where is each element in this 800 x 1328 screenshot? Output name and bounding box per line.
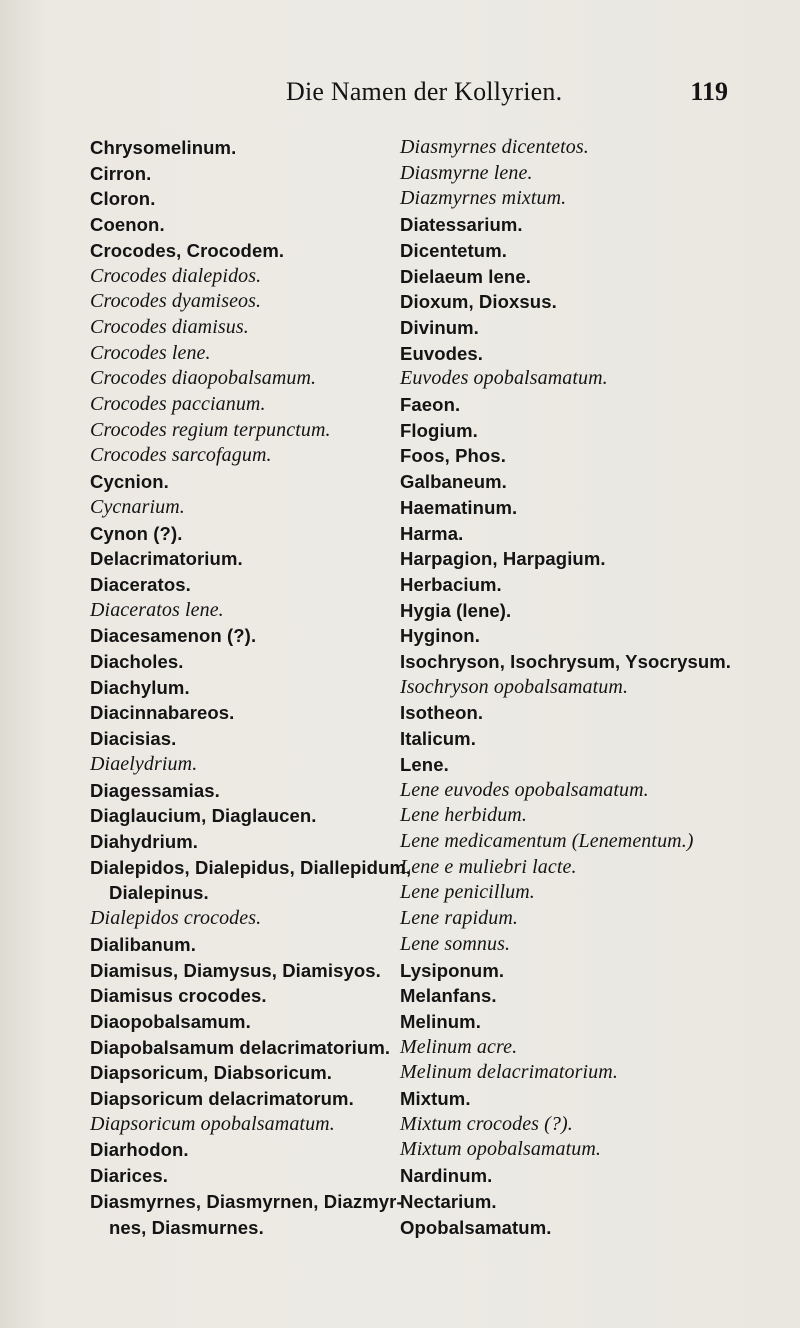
list-item: Lene rapidum.	[400, 907, 518, 930]
list-item: Diasmyrne lene.	[400, 161, 533, 184]
list-item: Dielaeum lene.	[400, 265, 531, 287]
left-column	[90, 135, 412, 1240]
list-item: Diachylum.	[90, 676, 190, 698]
running-title: Die Namen der Kollyrien.	[286, 77, 563, 106]
list-item: nes, Diasmurnes.	[109, 1216, 264, 1238]
list-item: Diaopobalsamum.	[90, 1010, 251, 1032]
list-item: Hygia (lene).	[400, 599, 512, 621]
list-item: Diasmyrnes, Diasmyrnen, Diazmyr-	[90, 1190, 403, 1212]
list-item: Crocodes diamisus.	[90, 315, 249, 338]
list-item: Crocodes sarcofagum.	[90, 444, 272, 467]
list-item: Flogium.	[400, 419, 478, 441]
list-item: Mixtum.	[400, 1088, 471, 1110]
list-item: Diazmyrnes mixtum.	[400, 187, 567, 210]
list-item: Lene somnus.	[400, 932, 511, 955]
list-item: Lene penicillum.	[400, 881, 535, 904]
list-item: Diaceratos lene.	[90, 598, 224, 621]
list-item: Diamisus, Diamysus, Diamisyos.	[90, 959, 381, 981]
list-item: Isochryson opobalsamatum.	[400, 675, 629, 698]
list-item: Dialepidos, Dialepidus, Diallepidum,	[90, 856, 412, 878]
list-item: Divinum.	[400, 316, 479, 338]
list-item: Diaelydrium.	[90, 752, 198, 775]
list-item: Dialepinus.	[109, 882, 209, 904]
list-item: Diacesamenon (?).	[90, 625, 257, 647]
list-item: Diahydrium.	[90, 830, 199, 852]
list-item: Dioxum, Dioxsus.	[400, 291, 557, 313]
list-item: Lene e muliebri lacte.	[400, 855, 577, 878]
list-item: Harpagion, Harpagium.	[400, 548, 606, 570]
list-item: Galbaneum.	[400, 471, 507, 493]
list-item: Nardinum.	[400, 1165, 493, 1187]
list-item: Diasmyrnes dicentetos.	[400, 136, 589, 158]
list-item: Euvodes.	[400, 342, 484, 364]
list-item: Cycnarium.	[90, 495, 185, 518]
list-item: Coenon.	[90, 214, 165, 236]
list-item: Diacisias.	[90, 728, 177, 750]
list-item: Delacrimatorium.	[90, 548, 243, 570]
list-item: Isotheon.	[400, 702, 484, 724]
list-item: Crocodes paccianum.	[90, 393, 266, 416]
list-item: Cloron.	[90, 188, 156, 210]
list-item: Diaceratos.	[90, 573, 191, 595]
list-item: Melanfans.	[400, 985, 497, 1007]
list-item: Isochryson, Isochrysum, Ysocrysum.	[400, 651, 732, 673]
list-item: Lene herbidum.	[400, 804, 527, 827]
list-item: Opobalsamatum.	[400, 1216, 552, 1238]
list-item: Cirron.	[90, 162, 152, 184]
list-item: Mixtum crocodes (?).	[400, 1112, 573, 1135]
page-number: 119	[690, 77, 728, 106]
list-item: Diaglaucium, Diaglaucen.	[90, 805, 317, 827]
list-item: Harma.	[400, 522, 464, 544]
list-item: Lene.	[400, 753, 449, 775]
list-item: Faeon.	[400, 394, 461, 416]
list-item: Crocodes dialepidos.	[90, 264, 262, 287]
list-item: Foos, Phos.	[400, 445, 506, 467]
list-item: Crocodes dyamiseos.	[90, 290, 262, 313]
list-item: Haematinum.	[400, 496, 518, 518]
list-item: Melinum acre.	[400, 1035, 518, 1058]
list-item: Dicentetum.	[400, 239, 507, 261]
list-item: Diagessamias.	[90, 779, 220, 801]
list-item: Diapsoricum, Diabsoricum.	[90, 1062, 333, 1084]
list-item: Diarhodon.	[90, 1139, 189, 1161]
list-item: Diacinnabareos.	[90, 702, 235, 724]
list-item: Diapsoricum opobalsamatum.	[90, 1112, 335, 1135]
list-item: Lene euvodes opobalsamatum.	[400, 778, 649, 801]
list-item: Lene medicamentum (Lenementum.)	[400, 829, 694, 852]
list-item: Dialepidos crocodes.	[90, 907, 262, 930]
list-item: Euvodes opobalsamatum.	[400, 367, 608, 390]
right-column	[400, 135, 745, 1240]
list-item: Chrysomelinum.	[90, 137, 237, 158]
list-item: Diacholes.	[90, 651, 184, 673]
list-item: Mixtum opobalsamatum.	[400, 1138, 601, 1161]
list-item: Nectarium.	[400, 1190, 497, 1212]
list-item: Crocodes regium terpunctum.	[90, 418, 331, 441]
list-item: Italicum.	[400, 728, 476, 750]
list-item: Diarices.	[90, 1165, 169, 1187]
list-item: Crocodes, Crocodem.	[90, 239, 285, 261]
page-header	[0, 76, 800, 110]
list-item: Crocodes diaopobalsamum.	[90, 367, 317, 390]
list-item: Diapobalsamum delacrimatorium.	[90, 1036, 391, 1058]
list-item: Melinum delacrimatorium.	[400, 1061, 618, 1084]
list-item: Diapsoricum delacrimatorum.	[90, 1088, 354, 1110]
list-item: Melinum.	[400, 1010, 481, 1032]
list-item: Lysiponum.	[400, 959, 505, 981]
list-item: Dialibanum.	[90, 933, 196, 955]
list-item: Herbacium.	[400, 573, 502, 595]
list-item: Diatessarium.	[400, 214, 523, 236]
list-item: Cynon (?).	[90, 522, 183, 544]
list-item: Hyginon.	[400, 625, 480, 647]
list-item: Cycnion.	[90, 471, 169, 493]
list-item: Diamisus crocodes.	[90, 985, 267, 1007]
list-item: Crocodes lene.	[90, 341, 211, 364]
